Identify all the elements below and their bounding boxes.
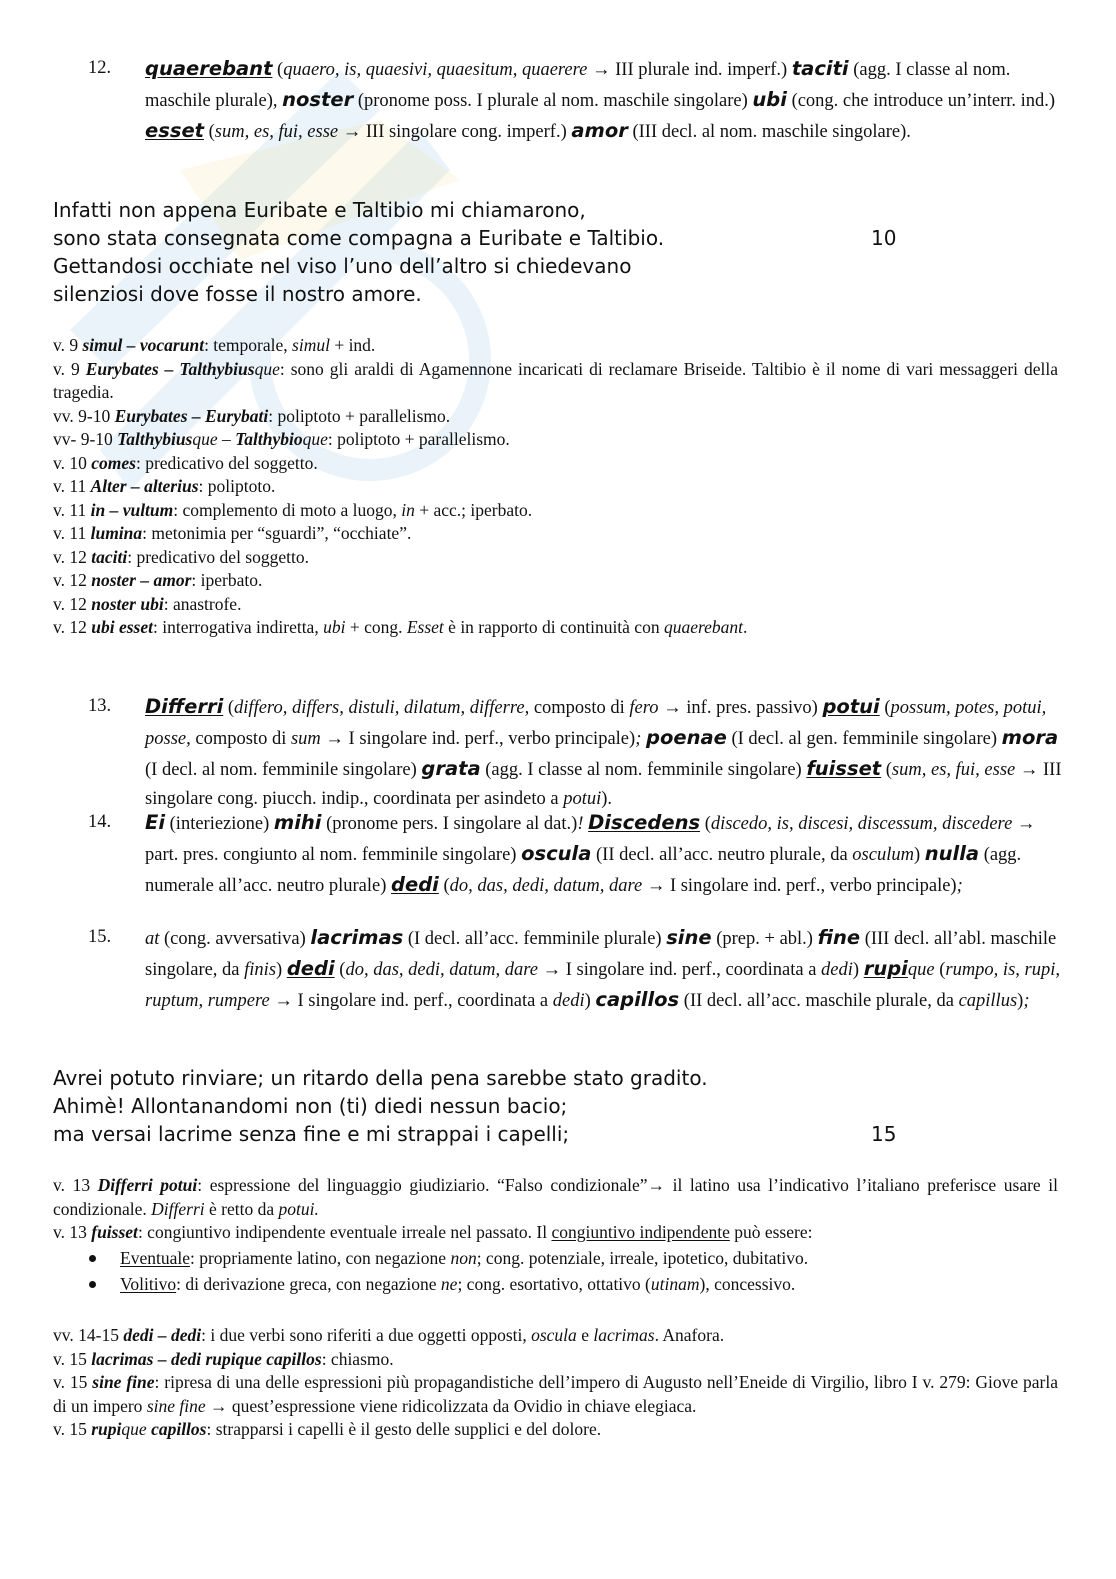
italic-text: Esset (406, 617, 444, 637)
text-run: : congiuntivo indipendente eventuale irreale nel passato. Il (137, 1222, 552, 1242)
italic-text: Differri (151, 1198, 205, 1219)
text-run: ; cong. potenziale, irreale, ipotetico, dubitativo. (476, 1247, 809, 1268)
latin-term: simul – vocarunt (82, 335, 205, 355)
text-run: v. 12 (53, 617, 92, 637)
text-run: : iperbato. (191, 570, 263, 590)
text-run: (III decl. all’abl. maschile singolare, da (145, 929, 1057, 980)
italic-text: finis (244, 960, 277, 980)
note-line (53, 1221, 1058, 1245)
latin-word: quaerebant (145, 57, 273, 80)
italic-text: at (145, 929, 160, 949)
latin-term: sine fine (92, 1372, 155, 1392)
italic-text: ubi (323, 617, 346, 637)
italic-text: do, das, dedi, datum, dare (345, 960, 538, 980)
note-line (53, 428, 1058, 452)
text-run: vv- 9-10 (53, 429, 118, 449)
italic-text: ; (1023, 991, 1030, 1011)
latin-word: Differri (145, 695, 224, 718)
italic-text: que (121, 1419, 147, 1439)
italic-text: que (302, 429, 328, 449)
translation-line: Ahimè! Allontanandomi non (ti) diedi nessun bacio; (53, 1094, 568, 1118)
text-run: → part. pres. congiunto al nom. femminile singolare) (145, 814, 1036, 865)
text-run: v. 13 (53, 1222, 92, 1242)
text-run: ( (223, 698, 235, 718)
note-line (53, 405, 1058, 429)
italic-text: differo, differs, distuli, dilatum, differre, (234, 698, 530, 718)
text-run: ( (700, 814, 711, 834)
text-run: ( (334, 960, 346, 980)
analysis-entry-15 (88, 923, 1073, 1016)
text-run: ( (934, 960, 946, 980)
text-run: : i due verbi sono riferiti a due oggetti opposti, (201, 1325, 532, 1345)
italic-text: ne (440, 1273, 458, 1294)
latin-word: ubi (752, 88, 787, 111)
latin-word: sine (666, 926, 712, 949)
bullet-item (53, 1271, 1058, 1297)
text-run: v. 12 (53, 546, 92, 567)
text-run: ( (879, 698, 891, 718)
italic-text: quaero, is, quaesivi, quaesitum, quaerere (283, 60, 588, 80)
bullet-item (53, 1245, 1058, 1271)
text-run: ), concessivo. (699, 1273, 796, 1294)
entry-text (145, 692, 1073, 814)
italic-text: fero (629, 698, 659, 718)
underlined-text: congiuntivo indipendente (551, 1222, 730, 1242)
text-run: → I singolare ind. perf., verbo principale) (642, 876, 957, 896)
text-run: : propriamente latino, con negazione (189, 1247, 451, 1268)
latin-term: lumina (90, 523, 143, 543)
latin-term: ubi esset (91, 617, 153, 637)
text-run: (pronome poss. I plurale al nom. maschile singolare) (353, 91, 753, 111)
note-line (53, 569, 1058, 593)
latin-term: fuisset (91, 1222, 138, 1242)
text-run: – (217, 429, 236, 449)
text-run: v. 15 (53, 1348, 92, 1369)
text-run: (cong. che introduce un’interr. ind.) (786, 91, 1056, 111)
latin-term: Alter – alterius (90, 476, 199, 496)
italic-text: potui. (278, 1198, 319, 1219)
latin-term: Eurybates – Eurybati (114, 405, 269, 426)
latin-term: Talthybio (235, 429, 303, 449)
text-run: : anastrofe. (163, 593, 242, 614)
italic-text: do, das, dedi, datum, dare (449, 876, 643, 896)
text-run: (I decl. al nom. femminile singolare) (145, 760, 422, 780)
latin-word: dedi (286, 957, 335, 980)
note-line (53, 1371, 1058, 1418)
entry-text (145, 923, 1073, 1016)
text-run: (agg. numerale all’acc. neutro plurale) (145, 845, 1022, 896)
text-run: : di derivazione greca, con negazione (176, 1273, 441, 1294)
note-line (53, 1418, 1058, 1442)
latin-word: esset (145, 119, 204, 142)
italic-text: quaerebant (663, 617, 744, 637)
text-run: v. 15 (53, 1419, 92, 1439)
text-run: + acc.; iperbato. (414, 499, 533, 520)
text-run: : ripresa di una delle espressioni più propagandistiche dell’impero di Augusto nell’Eneide di Virgilio, libro I v. 279: Giove parla di un impero (53, 1372, 1058, 1416)
text-run: → III singolare cong. piucch. indip., coordinata per asindeto a (145, 760, 1062, 809)
text-run: vv. 14-15 (53, 1325, 124, 1345)
note-line (53, 546, 1058, 570)
latin-term: taciti (91, 546, 128, 567)
text-run: composto di (529, 698, 630, 718)
italic-text: sine fine (146, 1395, 206, 1416)
text-run: ). (601, 789, 613, 809)
text-run: → III singolare cong. imperf.) (338, 122, 572, 142)
italic-text: potui (563, 789, 602, 809)
text-run: + cong. (345, 617, 407, 637)
italic-text: osculum (852, 845, 914, 865)
text-run: ) (584, 991, 596, 1011)
text-run: : metonimia per “sguardi”, “occhiate”. (142, 523, 412, 543)
latin-word: Ei (145, 811, 166, 834)
translation-line: ma versai lacrime senza fine e mi strappai i capelli; 15 (53, 1122, 897, 1146)
latin-term: Eurybates – Talthybius (85, 358, 255, 379)
note-line (53, 475, 1058, 499)
analysis-entry-12 (88, 54, 1073, 147)
text-run: → I singolare ind. perf., verbo principale) (320, 729, 636, 749)
note-line (53, 522, 1058, 546)
translation-line: Avrei potuto rinviare; un ritardo della pena sarebbe stato gradito. (53, 1066, 708, 1090)
italic-text: lacrimas (593, 1325, 655, 1345)
latin-word: mihi (273, 811, 322, 834)
italic-text: que (907, 960, 935, 980)
text-run: (II decl. all’acc. maschile plurale, da (679, 991, 959, 1011)
note-line (53, 452, 1058, 476)
latin-word: lacrimas (310, 926, 404, 949)
latin-term: dedi – dedi (123, 1325, 202, 1345)
text-run: v. 11 (53, 499, 91, 520)
text-run: : interrogativa indiretta, (153, 617, 324, 637)
text-run: . Anafora. (654, 1325, 725, 1345)
latin-word: poenae (645, 726, 727, 749)
latin-term: lacrimas – dedi rupique capillos (91, 1348, 322, 1369)
italic-text: sum, es, fui, esse (214, 122, 339, 142)
analysis-entry-13 (88, 692, 1073, 814)
text-run: ) (913, 845, 925, 865)
latin-word: oscula (521, 842, 592, 865)
verse-number: 15 (871, 1122, 897, 1146)
latin-word: capillos (595, 988, 680, 1011)
note-line (53, 499, 1058, 523)
analysis-entry-14 (88, 808, 1073, 901)
text-run: → inf. pres. passivo) (658, 698, 823, 718)
notes-block-2 (53, 1174, 1058, 1297)
text-run: ; cong. esortativo, ottativo ( (457, 1273, 651, 1294)
italic-text: que (192, 429, 218, 449)
italic-text: dedi (821, 960, 853, 980)
text-run: ( (881, 760, 892, 780)
text-run: (III decl. al nom. maschile singolare). (627, 122, 911, 142)
text-run: vv. 9-10 (53, 405, 115, 426)
text-run: v. 11 (53, 523, 91, 543)
translation-line: silenziosi dove fosse il nostro amore. (53, 282, 422, 306)
text-run: ) (1017, 991, 1024, 1011)
verse-number: 10 (871, 226, 897, 250)
text-run: v. 12 (53, 570, 92, 590)
text-run: v. 13 (53, 1175, 98, 1195)
text-run: (pronome pers. I singolare al dat.) (321, 814, 578, 834)
text-run: (prep. + abl.) (711, 929, 818, 949)
latin-word: potui (822, 695, 880, 718)
text-run: (agg. I classe al nom. femminile singolare) (480, 760, 807, 780)
latin-word: amor (571, 119, 628, 142)
latin-word: dedi (391, 873, 439, 896)
text-run: : strapparsi i capelli è il gesto delle supplici e del dolore. (206, 1419, 602, 1439)
latin-word: taciti (791, 57, 849, 80)
text-run: (I decl. al gen. femminile singolare) (726, 729, 1002, 749)
italic-text: oscula (531, 1325, 577, 1345)
text-run: ( (272, 60, 284, 80)
note-line (53, 616, 1058, 640)
translation-line: sono stata consegnata come compagna a Euribate e Taltibio. 10 (53, 226, 897, 250)
latin-term: Differri potui (97, 1175, 198, 1195)
text-run: ( (204, 122, 215, 142)
latin-term: comes (91, 452, 136, 473)
translation-line: Infatti non appena Euribate e Taltibio mi chiamarono, (53, 198, 586, 222)
italic-text: que (254, 358, 280, 379)
italic-text: sum, es, fui, esse (891, 760, 1016, 780)
note-line (53, 358, 1058, 405)
entry-number: 15. (88, 927, 112, 947)
entry-number: 14. (88, 812, 112, 832)
text-run: → I singolare ind. perf., coordinata a (537, 960, 822, 980)
text-run: (cong. avversativa) (159, 929, 311, 949)
text-run: è in rapporto di continuità con (443, 617, 664, 637)
text-run: composto di (190, 729, 291, 749)
text-run: v. 9 (53, 335, 83, 355)
latin-term: noster ubi (91, 593, 164, 614)
text-run: (agg. I classe al nom. maschile plurale), (145, 60, 1011, 111)
italic-text: dedi (552, 991, 585, 1011)
underlined-text: Eventuale (120, 1247, 190, 1268)
text-run: e (576, 1325, 594, 1345)
note-line (53, 334, 1058, 358)
text-run: → III plurale ind. imperf.) (587, 60, 792, 80)
translation-block-1 (53, 196, 1053, 308)
latin-word: grata (421, 757, 481, 780)
text-run: . (743, 617, 748, 637)
italic-text: possum, potes, potui, posse, (145, 698, 1047, 749)
note-line (53, 1324, 1058, 1348)
notes-block-3 (53, 1324, 1058, 1442)
entry-text (145, 808, 1073, 901)
latin-word: fuisset (806, 757, 882, 780)
text-run: v. 11 (53, 476, 91, 496)
italic-text: simul (292, 335, 330, 355)
text-run: : chiasmo. (321, 1348, 394, 1369)
note-line (53, 1174, 1058, 1221)
text-run: : espressione del linguaggio giudiziario. “Falso condizionale”→ il latino usa l’indicativo l’italiano preferisce usare il condizionale. (53, 1175, 1058, 1219)
latin-term: rupi (91, 1419, 122, 1439)
italic-text: capillus (958, 991, 1018, 1011)
text-run: : poliptoto + parallelismo. (327, 429, 510, 449)
text-run: : temporale, (204, 335, 293, 355)
entry-number: 13. (88, 696, 112, 716)
text-run: (II decl. all’acc. neutro plurale, da (591, 845, 853, 865)
italic-text: rumpo, is, rupi, ruptum, rumpere (145, 960, 1060, 1011)
text-run: v. 15 (53, 1372, 93, 1392)
note-line (53, 1348, 1058, 1372)
latin-term: noster – amor (91, 570, 192, 590)
italic-text: ! (577, 814, 584, 834)
latin-term: in – vultum (90, 499, 174, 520)
text-run: è retto da (204, 1198, 279, 1219)
note-line (53, 593, 1058, 617)
latin-word: fine (817, 926, 861, 949)
italic-text: utinam (650, 1273, 700, 1294)
text-run: v. 12 (53, 593, 92, 614)
text-run: v. 10 (53, 452, 92, 473)
text-run: : poliptoto. (198, 476, 276, 496)
text-run: : poliptoto + parallelismo. (268, 405, 451, 426)
translation-block-2 (53, 1064, 1053, 1148)
text-run: (interiezione) (165, 814, 274, 834)
latin-word: mora (1001, 726, 1059, 749)
underlined-text: Volitivo (120, 1273, 177, 1294)
latin-word: noster (282, 88, 354, 111)
text-run: + ind. (329, 335, 376, 355)
text-run: (I decl. all’acc. femminile plurale) (403, 929, 667, 949)
entry-text (145, 54, 1073, 147)
italic-text: ; (635, 729, 642, 749)
text-run: → I singolare ind. perf., coordinata a (269, 991, 553, 1011)
text-run: → quest’espressione viene ridicolizzata da Ovidio in chiave elegiaca. (205, 1395, 697, 1416)
text-run: : predicativo del soggetto. (127, 546, 309, 567)
text-run: : sono gli araldi di Agamennone incaricati di reclamare Briseide. Taltibio è il nome di vari messaggeri della tragedia. (53, 358, 1058, 402)
notes-block-1 (53, 334, 1058, 640)
latin-word: rupi (863, 957, 908, 980)
text-run: ( (438, 876, 450, 896)
translation-line: Gettandosi occhiate nel viso l’uno dell’altro si chiedevano (53, 254, 632, 278)
text-run: ) (852, 960, 864, 980)
text-run: : complemento di moto a luogo, (173, 499, 402, 520)
italic-text: ; (956, 876, 963, 896)
latin-term: Talthybius (117, 429, 193, 449)
latin-word: nulla (924, 842, 980, 865)
text-run: v. 9 (53, 358, 86, 379)
text-run: può essere: (729, 1222, 813, 1242)
entry-number: 12. (88, 58, 112, 78)
italic-text: non (450, 1247, 477, 1268)
latin-term: capillos (151, 1419, 207, 1439)
text-run: ) (276, 960, 287, 980)
bullet-list (53, 1245, 1058, 1297)
latin-word: Discedens (588, 811, 701, 834)
italic-text: in (401, 499, 415, 520)
text-run: : predicativo del soggetto. (135, 452, 318, 473)
italic-text: discedo, is, discesi, discessum, discedere (710, 814, 1013, 834)
italic-text: sum (290, 729, 321, 749)
